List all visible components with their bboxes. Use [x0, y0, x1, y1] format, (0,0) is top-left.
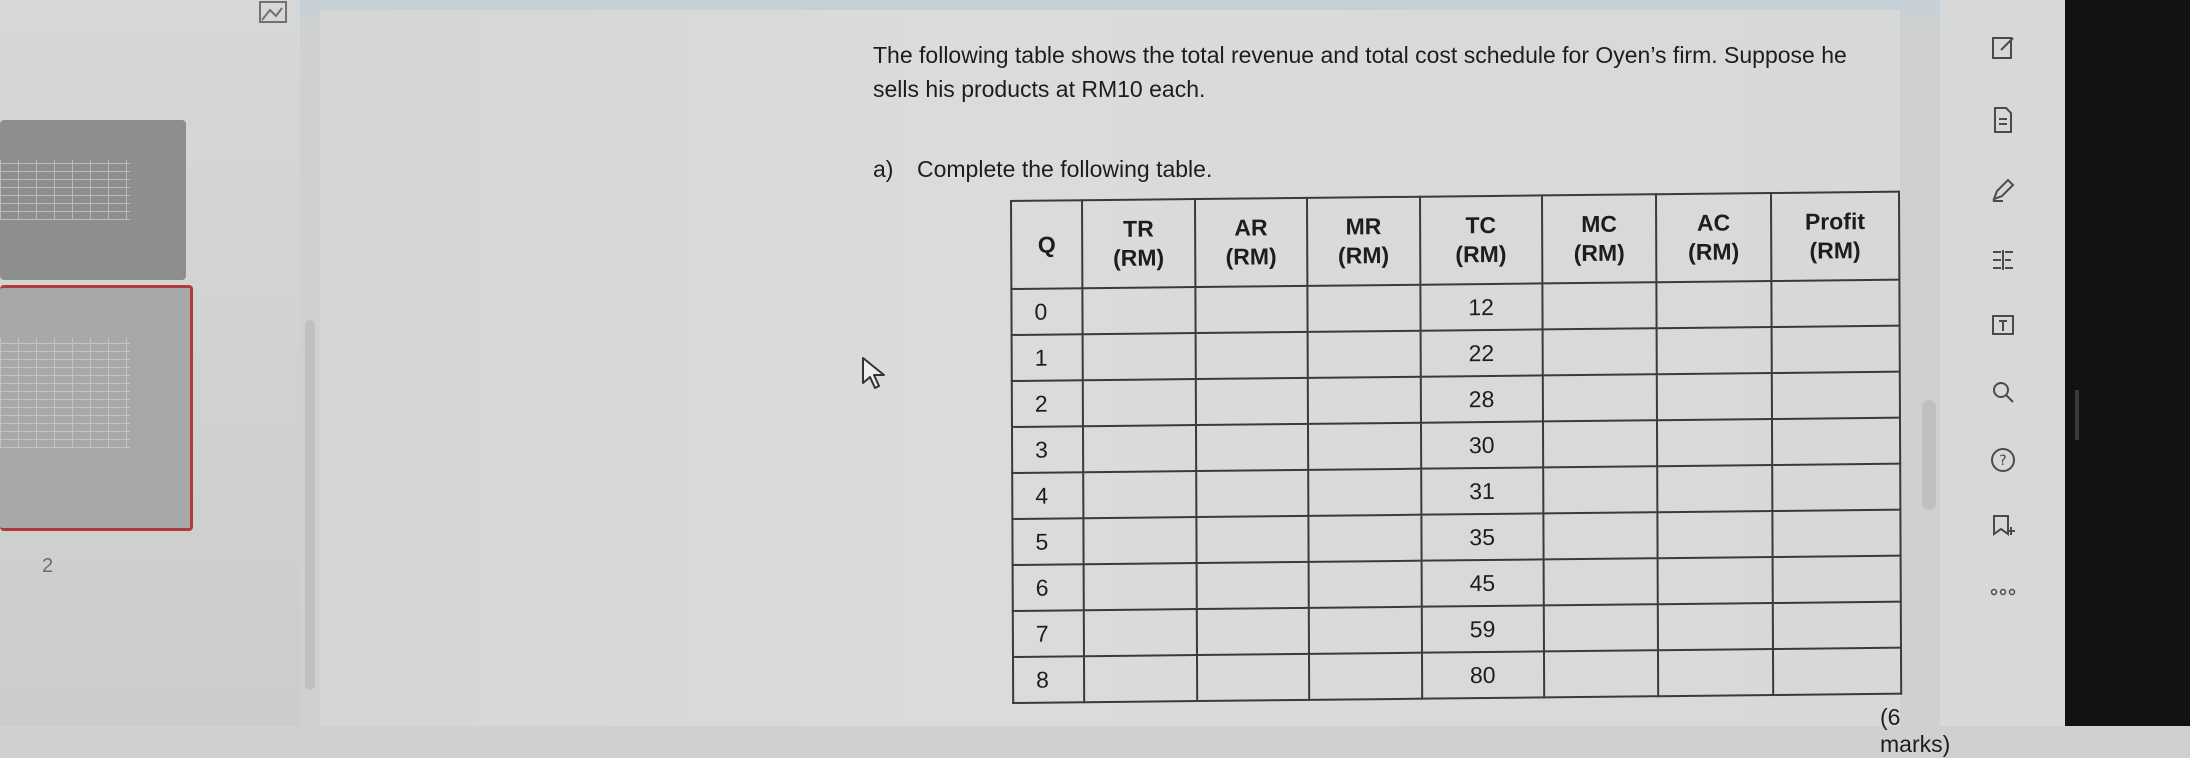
- svg-text:?: ?: [1998, 453, 2007, 469]
- cell-tc: 12: [1420, 283, 1542, 330]
- page-thumbnail-1[interactable]: [0, 120, 186, 280]
- cell-q: 6: [1013, 564, 1084, 611]
- cell-ar[interactable]: [1196, 516, 1309, 563]
- cell-profit[interactable]: [1772, 464, 1901, 511]
- right-toolbar: [1940, 0, 2065, 726]
- question-label: a): [873, 156, 894, 182]
- cell-q: 3: [1012, 426, 1083, 473]
- cell-ar[interactable]: [1195, 286, 1308, 333]
- cell-tr[interactable]: [1084, 517, 1197, 564]
- cell-tc: 45: [1421, 559, 1543, 606]
- cell-mc[interactable]: [1543, 420, 1658, 467]
- question-a: [873, 156, 1212, 183]
- cell-ar[interactable]: [1196, 424, 1309, 471]
- bookmark-icon[interactable]: [1983, 505, 2023, 545]
- cell-profit[interactable]: [1771, 280, 1900, 327]
- cell-tc: 59: [1421, 605, 1543, 652]
- cell-mr[interactable]: [1308, 515, 1421, 562]
- header-q: Q: [1011, 200, 1082, 289]
- pane-scrollbar[interactable]: [305, 320, 315, 690]
- cell-tr[interactable]: [1083, 425, 1196, 472]
- cell-tr[interactable]: [1084, 609, 1197, 656]
- more-icon[interactable]: [1983, 572, 2023, 612]
- intro-line-2: sells his products at RM10 each.: [873, 76, 1206, 102]
- cell-ac[interactable]: [1658, 603, 1773, 650]
- cell-tc: 80: [1422, 651, 1544, 698]
- cell-q: 5: [1012, 518, 1083, 565]
- cell-ac[interactable]: [1657, 465, 1772, 512]
- thumbnail-pane: [0, 0, 300, 726]
- cell-mr[interactable]: [1308, 469, 1421, 516]
- cell-mc[interactable]: [1542, 282, 1657, 329]
- cell-ar[interactable]: [1195, 378, 1308, 425]
- cell-mc[interactable]: [1543, 512, 1658, 559]
- cell-profit[interactable]: [1771, 372, 1900, 419]
- cell-q: 0: [1011, 288, 1082, 335]
- question-text: Complete the following table.: [917, 156, 1213, 182]
- marks-label: (6 marks): [1880, 704, 1951, 757]
- intro-paragraph: [873, 38, 2073, 106]
- cell-mr[interactable]: [1309, 561, 1422, 608]
- cell-mr[interactable]: [1309, 653, 1422, 700]
- cell-q: 4: [1012, 472, 1083, 519]
- intro-line-1: The following table shows the total revenue and total cost schedule for Oyen’s firm. Suppose he: [873, 42, 1847, 68]
- cell-q: 2: [1012, 380, 1083, 427]
- cell-tr[interactable]: [1084, 563, 1197, 610]
- table-header-row: [1011, 192, 1899, 289]
- cell-ac[interactable]: [1658, 557, 1773, 604]
- header-mc: MC (RM): [1542, 194, 1657, 283]
- cell-profit[interactable]: [1772, 418, 1901, 465]
- cell-ac[interactable]: [1657, 327, 1772, 374]
- cell-mr[interactable]: [1309, 607, 1422, 654]
- revenue-cost-table: [1010, 191, 1902, 704]
- draw-icon[interactable]: [1983, 170, 2023, 210]
- cell-mc[interactable]: [1544, 604, 1659, 651]
- screen-bezel: [2065, 0, 2190, 726]
- cell-tr[interactable]: [1083, 471, 1196, 518]
- immersive-reader-icon[interactable]: [1983, 305, 2023, 345]
- cell-q: 1: [1012, 334, 1083, 381]
- cell-tr[interactable]: [1082, 287, 1195, 334]
- edit-icon[interactable]: [1983, 28, 2023, 68]
- cell-tc: 30: [1421, 421, 1543, 468]
- cell-q: 8: [1013, 656, 1084, 703]
- cell-mc[interactable]: [1543, 466, 1658, 513]
- header-tc: TC (RM): [1420, 195, 1543, 284]
- image-placeholder-icon: [258, 0, 298, 28]
- cell-ar[interactable]: [1195, 332, 1308, 379]
- header-ar: AR (RM): [1195, 198, 1308, 287]
- cell-ar[interactable]: [1196, 562, 1309, 609]
- cell-tc: 31: [1421, 467, 1543, 514]
- cell-profit[interactable]: [1771, 326, 1900, 373]
- header-tr: TR (RM): [1082, 199, 1195, 288]
- thumbnail-page-number: 2: [42, 555, 54, 577]
- reading-view-icon[interactable]: [1983, 240, 2023, 280]
- cell-ac[interactable]: [1658, 511, 1773, 558]
- cell-mc[interactable]: [1542, 328, 1657, 375]
- table-row: [1013, 648, 1901, 703]
- cell-profit[interactable]: [1772, 510, 1901, 557]
- cell-q: 7: [1013, 610, 1084, 657]
- cell-mc[interactable]: [1544, 650, 1659, 697]
- header-mr: MR (RM): [1307, 197, 1420, 286]
- mouse-cursor-icon: [860, 355, 888, 391]
- cell-ac[interactable]: [1658, 649, 1773, 696]
- cell-mr[interactable]: [1308, 331, 1421, 378]
- cell-ac[interactable]: [1657, 419, 1772, 466]
- cell-tc: 35: [1421, 513, 1543, 560]
- cell-mr[interactable]: [1307, 285, 1420, 332]
- cell-tc: 28: [1420, 375, 1542, 422]
- cell-mr[interactable]: [1308, 423, 1421, 470]
- cell-tr[interactable]: [1083, 333, 1196, 380]
- cell-ac[interactable]: [1657, 373, 1772, 420]
- cell-tc: 22: [1420, 329, 1542, 376]
- cell-ar[interactable]: [1197, 654, 1310, 701]
- cell-ac[interactable]: [1657, 281, 1772, 328]
- page-thumbnail-2[interactable]: [0, 285, 193, 531]
- help-icon[interactable]: [1983, 440, 2023, 480]
- cell-mr[interactable]: [1308, 377, 1421, 424]
- header-profit: Profit (RM): [1771, 192, 1900, 281]
- document-page: [320, 10, 1951, 757]
- cell-profit[interactable]: [1773, 648, 1902, 695]
- document-scrollbar[interactable]: [1922, 400, 1936, 510]
- document-icon[interactable]: [1983, 100, 2023, 140]
- cell-mc[interactable]: [1543, 374, 1658, 421]
- search-icon[interactable]: [1983, 372, 2023, 412]
- cell-tr[interactable]: [1083, 379, 1196, 426]
- cell-ar[interactable]: [1196, 608, 1309, 655]
- header-ac: AC (RM): [1656, 193, 1771, 282]
- cell-tr[interactable]: [1084, 655, 1197, 702]
- cell-mc[interactable]: [1543, 558, 1658, 605]
- cell-ar[interactable]: [1196, 470, 1309, 517]
- cell-profit[interactable]: [1772, 556, 1901, 603]
- cell-profit[interactable]: [1772, 602, 1901, 649]
